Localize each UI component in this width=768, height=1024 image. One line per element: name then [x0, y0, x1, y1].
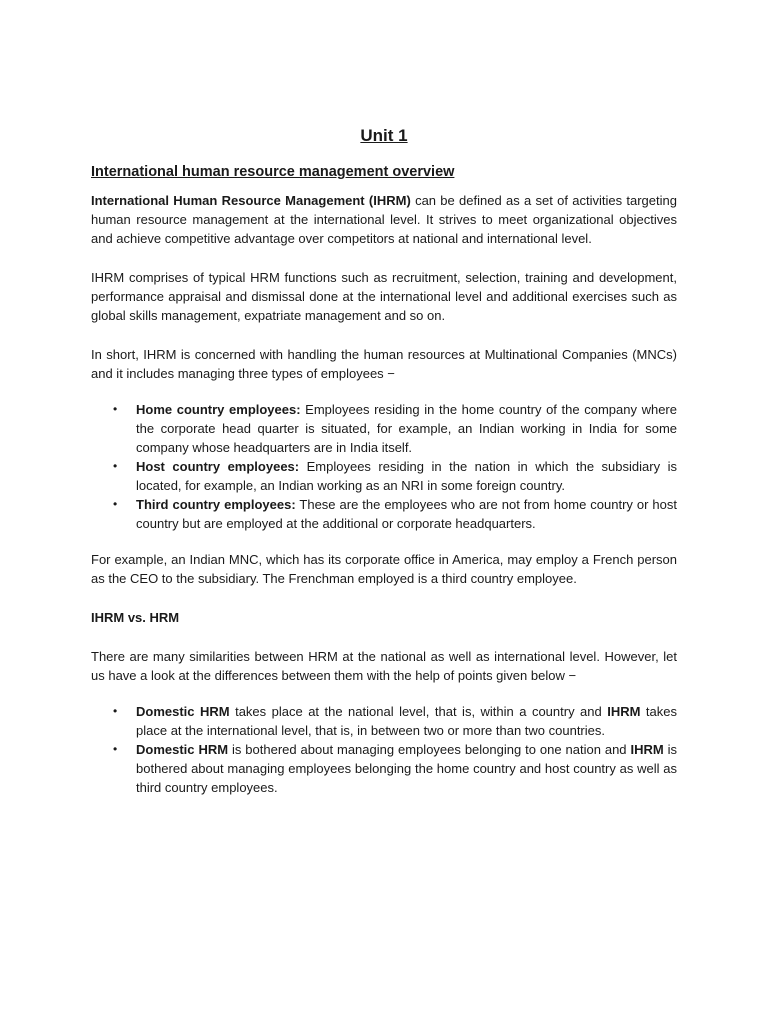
list-item-term: Domestic HRM: [136, 704, 230, 719]
employee-types-intro: In short, IHRM is concerned with handling the human resources at Multinational Companies (MNCs) and it includes managing three types of employees −: [91, 347, 677, 381]
employee-types-list: [91, 400, 677, 533]
list-item: [91, 457, 677, 495]
list-item-term: Domestic HRM: [136, 742, 229, 757]
list-item-term: Third country employees:: [136, 497, 296, 512]
section-heading: International human resource management overview: [91, 164, 455, 180]
bullet-icon: •: [113, 497, 118, 511]
differences-intro: There are many similarities between HRM at the national as well as international level. However, let us have a look at the differences between them with the help of points given below −: [91, 649, 677, 683]
bullet-icon: •: [113, 459, 118, 473]
intro-text: can be defined as a set of activities targeting human resource management at the international level. It strives to meet organizational objectives and achieve competitive advantage over competitors at national and international level.: [91, 193, 677, 246]
page-title: Unit 1: [360, 126, 408, 145]
intro-paragraph: [91, 191, 677, 248]
subheading: IHRM vs. HRM: [91, 610, 180, 625]
functions-paragraph: IHRM comprises of typical HRM functions such as recruitment, selection, training and development, performance appraisal and dismissal done at the international level and additional exercises such as global skills management, expatriate management and so on.: [91, 270, 677, 323]
list-item-text: These are the employees who are not from home country or host country but are employed at the additional or corporate headquarters.: [136, 497, 677, 531]
bullet-icon: •: [113, 704, 118, 718]
bullet-icon: •: [113, 402, 118, 416]
list-item-text: Employees residing in the nation in which the subsidiary is located, for example, an Indian working as an NRI in some foreign country.: [136, 459, 677, 493]
list-item-text: takes place at the national level, that is, within a country and: [229, 704, 608, 719]
list-item: [91, 400, 677, 457]
list-item: [91, 702, 677, 740]
list-item-text: Employees residing in the home country of the company where the corporate head quarter is situated, for example, an Indian working in India for some company whose headquarters are in India itself.: [136, 402, 677, 455]
list-item-term: Host country employees:: [136, 459, 300, 474]
differences-list: [91, 702, 677, 797]
list-item: [91, 495, 677, 533]
bullet-icon: •: [113, 742, 118, 756]
list-item-text: is bothered about managing employees belonging the home country and host country as well as third country employees.: [136, 742, 677, 795]
list-item-term: Home country employees:: [136, 402, 301, 417]
list-item: [91, 740, 677, 797]
list-item-term: IHRM: [630, 742, 664, 757]
example-paragraph: For example, an Indian MNC, which has its corporate office in America, may employ a French person as the CEO to the subsidiary. The Frenchman employed is a third country employee.: [91, 552, 677, 586]
list-item-text: takes place at the international level, that is, in between two or more than two countries.: [136, 704, 678, 738]
intro-term: International Human Resource Management (IHRM): [91, 193, 411, 208]
document-content: [91, 124, 677, 797]
list-item-text: is bothered about managing employees belonging to one nation and: [228, 742, 631, 757]
list-item-term: IHRM: [607, 704, 641, 719]
